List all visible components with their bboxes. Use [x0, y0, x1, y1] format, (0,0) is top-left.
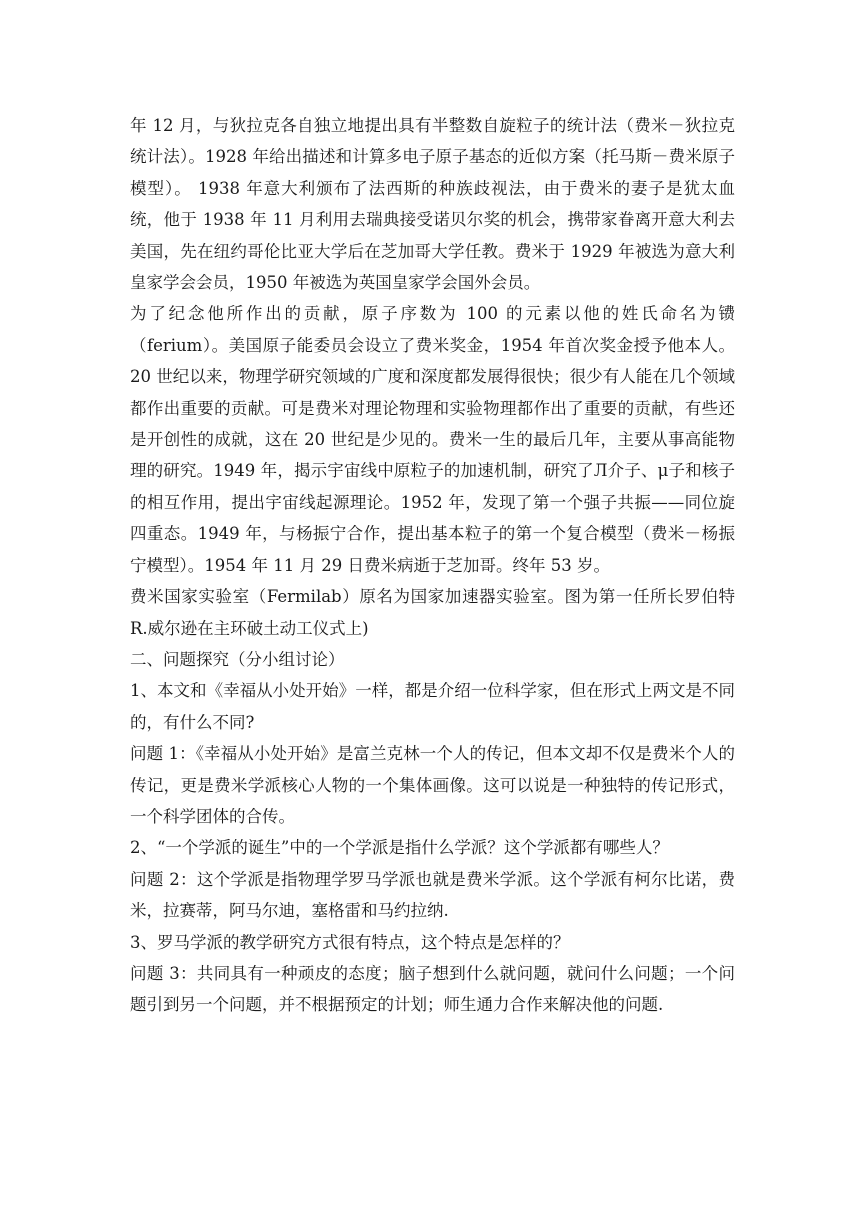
- answer-2: 问题 2：这个学派是指物理学罗马学派也就是费米学派。这个学派有柯尔比诺，费米，拉赛蒂，阿马尔迪，塞格雷和马约拉纳.: [130, 869, 735, 921]
- section-heading-inquiry: 二、问题探究（分小组讨论）: [130, 649, 345, 669]
- question-3: 3、罗马学派的教学研究方式很有特点，这个特点是怎样的？: [130, 932, 570, 952]
- answer-1: 问题 1：《幸福从小处开始》是富兰克林一个人的传记，但本文却不仅是费米个人的传记，更是费米学派核心人物的一个集体画像。这可以说是一种独特的传记形式，一个科学团体的合传。: [130, 744, 735, 826]
- document-body: [130, 110, 735, 1021]
- question-1: 1、本文和《幸福从小处开始》一样，都是介绍一位科学家，但在形式上两文是不同的，有什么不同?: [130, 681, 735, 732]
- paragraph-fermilab-caption: 费米国家实验室（Fermilab）原名为国家加速器实验室。图为第一任所长罗伯特 R.威尔逊在主环破土动工仪式上): [130, 587, 735, 638]
- question-2: 2、“一个学派的诞生”中的一个学派是指什么学派？这个学派都有哪些人？: [130, 838, 669, 858]
- paragraph-fermi-legacy: 为了纪念他所作出的贡献，原子序数为 100 的元素以他的姓氏命名为镄（ferium）。美国原子能委员会设立了费米奖金，1954 年首次奖金授予他本人。20 世纪以来，物理学研究领域的广度和深度都发展得很快；很少有人能在几个领域都作出重要的贡献。可是费米对理论物理和实验物理都作出了重要的贡献，有些还是开创性的成就，这在 20 世纪是少见的。费米一生的最后几年，主要从事高能物理的研究。1949 年，揭示宇宙线中原粒子的加速机制，研究了Л介子、μ子和核子的相互作用，提出宇宙线起源理论。1952 年，发现了第一个强子共振——同位旋四重态。1949 年，与杨振宁合作，提出基本粒子的第一个复合模型（费米－杨振宁模型）。1954 年 11 月 29 日费米病逝于芝加哥。终年 53 岁。: [130, 304, 735, 575]
- answer-3: 问题 3：共同具有一种顽皮的态度；脑子想到什么就问题，就问什么问题；一个问题引到另一个问题，并不根据预定的计划；师生通力合作来解决他的问题.: [130, 963, 735, 1015]
- paragraph-fermi-bio-continued: 年 12 月，与狄拉克各自独立地提出具有半整数自旋粒子的统计法（费米－狄拉克统计法）。1928 年给出描述和计算多电子原子基态的近似方案（托马斯－费米原子模型）。 1938 年意大利颁布了法西斯的种族歧视法，由于费米的妻子是犹太血统，他于 1938 年 11 月利用去瑞典接受诺贝尔奖的机会，携带家眷离开意大利去美国，先在纽约哥伦比亚大学后在芝加哥大学任教。费米于 1929 年被选为意大利皇家学会会员，1950 年被选为英国皇家学会国外会员。: [130, 116, 735, 293]
